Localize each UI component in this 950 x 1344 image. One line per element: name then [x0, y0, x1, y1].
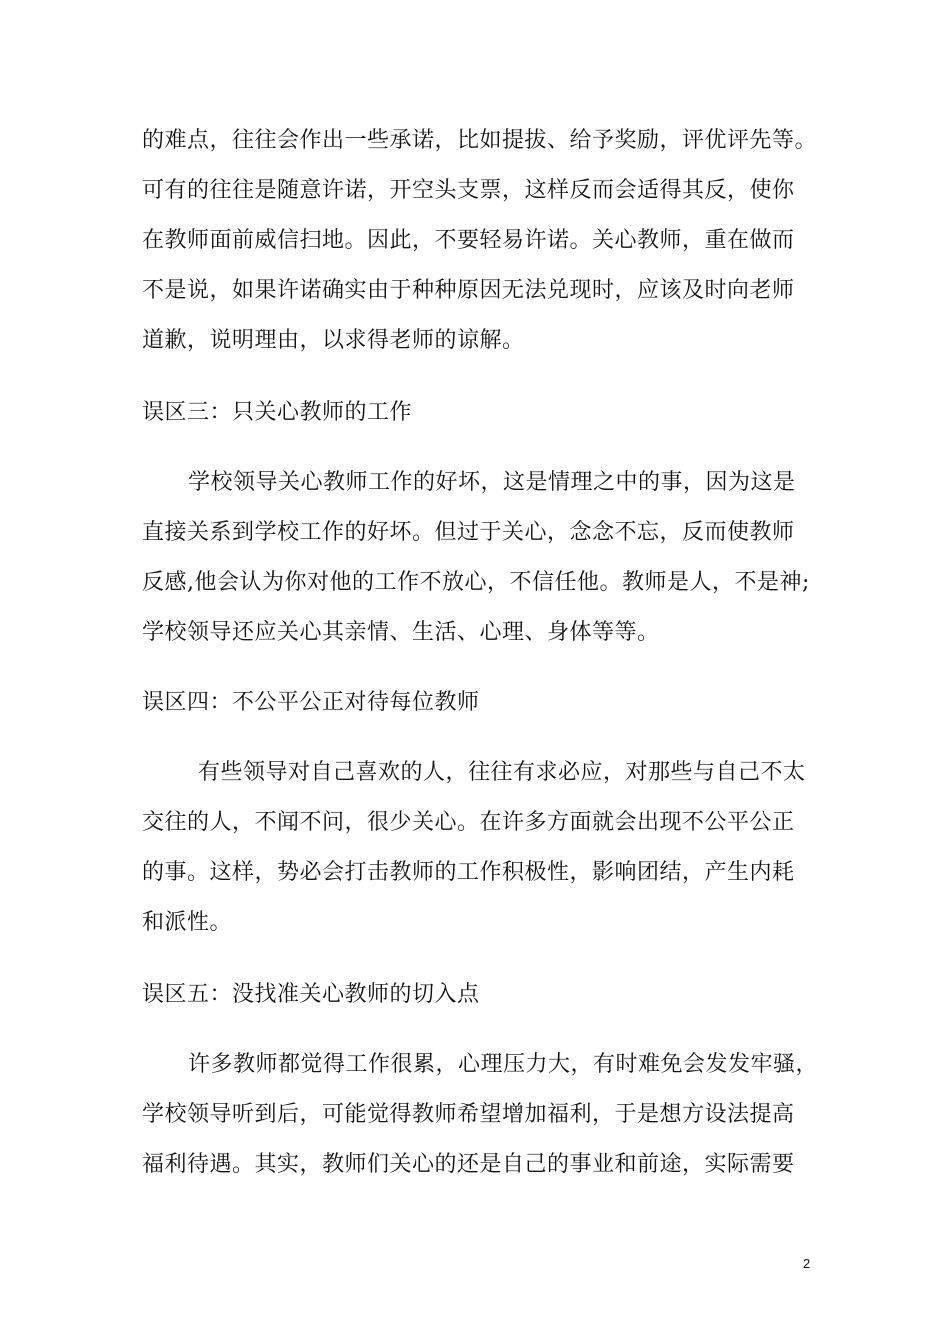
section-heading: 误区四：不公平公正对待每位教师: [142, 690, 480, 715]
paragraph-line: 许多教师都觉得工作很累，心理压力大，有时难免会发发牢骚，: [188, 1052, 819, 1077]
paragraph-line: 学校领导听到后，可能觉得教师希望增加福利，于是想方设法提高: [142, 1102, 795, 1127]
section-heading: 误区五：没找准关心教师的切入点: [142, 982, 480, 1007]
paragraph-line: 的事。这样，势必会打击教师的工作积极性，影响团结，产生内耗: [142, 860, 795, 885]
paragraph-line: 交往的人，不闻不问，很少关心。在许多方面就会出现不公平公正: [142, 810, 795, 835]
paragraph-line: 反感,他会认为你对他的工作不放心，不信任他。教师是人，不是神;: [142, 570, 810, 595]
paragraph-line: 有些领导对自己喜欢的人，往往有求必应，对那些与自己不太: [198, 760, 806, 785]
section-heading: 误区三：只关心教师的工作: [142, 400, 413, 425]
paragraph-line: 学校领导还应关心其亲情、生活、心理、身体等等。: [142, 620, 660, 645]
paragraph-line: 和派性。: [142, 910, 233, 935]
paragraph-line: 在教师面前威信扫地。因此，不要轻易许诺。关心教师，重在做而: [142, 228, 795, 253]
paragraph-line: 的难点，往往会作出一些承诺，比如提拔、给予奖励，评优评先等。: [142, 128, 818, 153]
paragraph-line: 不是说，如果许诺确实由于种种原因无法兑现时，应该及时向老师: [142, 278, 795, 303]
paragraph-line: 学校领导关心教师工作的好坏，这是情理之中的事，因为这是: [188, 470, 796, 495]
paragraph-line: 直接关系到学校工作的好坏。但过于关心，念念不忘，反而使教师: [142, 520, 795, 545]
paragraph-line: 福利待遇。其实，教师们关心的还是自己的事业和前途，实际需要: [142, 1152, 795, 1177]
paragraph-line: 道歉，说明理由，以求得老师的谅解。: [142, 328, 525, 353]
page-number: 2: [803, 1256, 811, 1271]
paragraph-line: 可有的往往是随意许诺，开空头支票，这样反而会适得其反，使你: [142, 178, 795, 203]
